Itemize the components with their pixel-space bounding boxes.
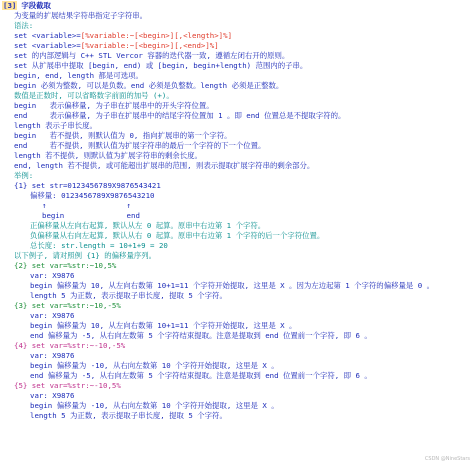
example-2-output: var: X9876 — [30, 271, 75, 280]
example-2-head: {2} set var=%str:~10,5% — [14, 261, 117, 270]
desc-line: set 的内部逻辑与 C++ STL Vercor 容器的迭代器一致, 遵循左闭右开的原则。 — [14, 51, 290, 60]
example-4-head: {4} set var=%str:~-10,-5% — [14, 341, 126, 350]
section-title — [2, 1, 472, 11]
syntax-line-2: set <variable>=[%variable:~[<begin>][,<end>]%] — [14, 41, 219, 50]
desc-line: begin 必须为整数, 可以是负数。end 必须是负整数。length 必须是正整数。 — [14, 81, 284, 90]
example-1-note: 正偏移量从左向右起算, 默认从左 0 起算。原串中右边第 1 个字符。 — [30, 221, 266, 230]
example-4-line: end 偏移量为 -5, 从右向左数第 5 个字符结束提取。注意是提取到 end 位置前一个字符, 即 6 。 — [30, 371, 372, 380]
intro-text: 为变量的扩展结果字符串指定子字符串。 — [14, 11, 148, 20]
example-label: 举例: — [14, 171, 34, 180]
example-4-output: var: X9876 — [30, 351, 75, 360]
example-5-line: begin 偏移量为 -10, 从右向左数第 10 个字符开始提取, 这里是 X 。 — [30, 401, 279, 410]
desc-line: begin 表示偏移量, 为子串在扩展串中的开头字符位置。 — [14, 101, 214, 110]
example-1-arrows: ↑ ↑ — [42, 201, 131, 210]
section-title-text: 字段截取 — [21, 1, 51, 10]
section-number: [3] — [3, 1, 17, 10]
example-4-line: begin 偏移量为 -10, 从右向左数第 10 个字符开始提取, 这里是 X 。 — [30, 361, 279, 370]
desc-line: length 若不提供, 则默认值为扩展字符串的剩余长度。 — [14, 151, 202, 160]
example-1-marks: begin end — [42, 211, 140, 220]
example-3-head: {3} set var=%str:~10,-5% — [14, 301, 121, 310]
example-1-head: {1} set str=0123456789X9876543421 — [14, 181, 161, 190]
example-1-note: 总长度: str.length = 10+1+9 = 20 — [30, 241, 168, 250]
example-3-output: var: X9876 — [30, 311, 75, 320]
desc-line: end 若不提供, 则默认值为扩展字符串的最后一个字符的下一个位置。 — [14, 141, 266, 150]
example-5-line: length 5 为正数, 表示提取子串长度, 提取 5 个字符。 — [30, 411, 227, 420]
example-2-line: begin 偏移量为 10, 从左向右数第 10+1=11 个字符开始提取, 这里是 X 。因为左边起第 1 个字符的偏移量是 0 。 — [30, 281, 435, 290]
example-5-output: var: X9876 — [30, 391, 75, 400]
syntax-label: 语法: — [14, 21, 34, 30]
example-1-note: 负偏移量从右向左起算, 默认从右 0 起算。原串中右边第 1 个字符的后一个字符位置。 — [30, 231, 325, 240]
desc-line: set 从扩展串中提取 [begin, end) 或 [begin, begin+length) 范围内的子串。 — [14, 61, 308, 70]
example-2-line: length 5 为正数, 表示提取子串长度, 提取 5 个字符。 — [30, 291, 227, 300]
watermark: CSDN @NineStars — [424, 456, 470, 462]
desc-line: end, length 若不提供, 或可能超出扩展串的范围, 则表示提取扩展字符串的剩余部分。 — [14, 161, 315, 170]
syntax-line-1: set <variable>=[%variable:~[<begin>][,<length>]%] — [14, 31, 233, 40]
example-1-offset: 偏移量: 0123456789X9876543210 — [30, 191, 155, 200]
example-5-head: {5} set var=%str:~-10,5% — [14, 381, 121, 390]
desc-line: begin, end, length 都是可选项。 — [14, 71, 143, 80]
example-3-line: end 偏移量为 -5, 从右向左数第 5 个字符结束提取。注意是提取到 end 位置前一个字符, 即 6 。 — [30, 331, 372, 340]
desc-line: length 表示子串长度。 — [14, 121, 97, 130]
desc-line: 数值是正数时, 可以省略数字前面的加号 (+)。 — [14, 91, 174, 100]
desc-line: end 表示偏移量, 为子串在扩展串中的结尾字符位置加 1 。即 end 位置总是不提取字符的。 — [14, 111, 346, 120]
example-3-line: begin 偏移量为 10, 从左向右数第 10+1=11 个字符开始提取, 这里是 X 。 — [30, 321, 297, 330]
desc-line: begin 若不提供, 则默认值为 0, 指向扩展串的第一个字符。 — [14, 131, 232, 140]
examples-intro: 以下例子, 请对照例 {1} 的偏移量序列。 — [14, 251, 157, 260]
